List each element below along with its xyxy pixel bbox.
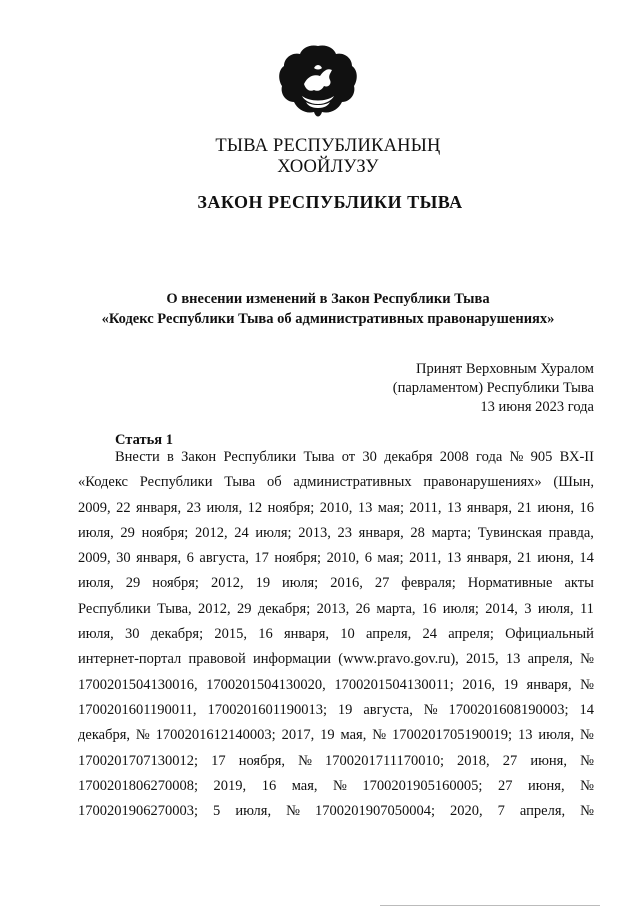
article-body-line: 1700201504130016, 1700201504130020, 1700201504130011; 2016, 19 января, № bbox=[78, 676, 594, 693]
adoption-line2: (парламентом) Республики Тыва bbox=[392, 380, 594, 396]
law-title: ЗАКОН РЕСПУБЛИКИ ТЫВА bbox=[197, 192, 463, 212]
parliament-name-line1: ТЫВА РЕСПУБЛИКАНЫҢ bbox=[215, 136, 441, 156]
article-body-line: интернет-портал правовой информации (www.pravo.gov.ru), 2015, 13 апреля, № bbox=[78, 651, 594, 668]
article-body-line: июля, 29 ноября; 2012, 24 июля; 2013, 23 января, 28 марта; Тувинская правда, bbox=[78, 524, 594, 541]
article-body-line: Республики Тыва, 2012, 29 декабря; 2013, 26 марта, 16 июля; 2014, 3 июля, 11 bbox=[78, 600, 594, 617]
parliament-name-line2: ХООЙЛУЗУ bbox=[277, 157, 379, 177]
law-subject-line1: О внесении изменений в Закон Республики Тыва bbox=[166, 291, 490, 307]
article-body bbox=[78, 445, 594, 824]
adoption-date: 13 июня 2023 года bbox=[480, 399, 594, 415]
article-body-line: 1700201806270008; 2019, 16 мая, № 1700201905160005; 27 июня, № bbox=[78, 777, 594, 794]
article-body-line: 1700201906270003; 5 июля, № 1700201907050004; 2020, 7 апреля, № bbox=[78, 803, 594, 820]
article-body-line: июля, 30 декабря; 2015, 16 января, 10 апреля, 24 апреля; Официальный bbox=[78, 626, 594, 643]
article-body-line: июля, 29 ноября; 2012, 19 июля; 2016, 27 февраля; Нормативные акты bbox=[78, 575, 594, 592]
article-heading: Статья 1 bbox=[115, 432, 173, 448]
article-body-line: декабря, № 1700201612140003; 2017, 19 мая, № 1700201705190019; 13 июля, № bbox=[78, 727, 594, 744]
article-body-line: 1700201601190011, 1700201601190013; 19 августа, № 1700201608190003; 14 bbox=[78, 701, 594, 718]
article-body-line: «Кодекс Республики Тыва об административных правонарушениях» (Шын, bbox=[78, 474, 594, 491]
adoption-line1: Принят Верховным Хуралом bbox=[416, 361, 594, 377]
article-body-line: 2009, 22 января, 23 июля, 12 ноября; 2010, 13 мая; 2011, 13 января, 21 июня, 16 bbox=[78, 499, 594, 516]
tuva-emblem-icon bbox=[276, 40, 360, 124]
law-subject-line2: «Кодекс Республики Тыва об административных правонарушениях» bbox=[101, 311, 555, 327]
article-body-line: 2009, 30 января, 6 августа, 17 ноября; 2010, 6 мая; 2011, 13 января, 21 июня, 14 bbox=[78, 550, 594, 567]
scan-divider bbox=[380, 905, 600, 906]
article-body-line: Внести в Закон Республики Тыва от 30 декабря 2008 года № 905 ВХ-II bbox=[115, 449, 594, 465]
article-body-line: 1700201707130012; 17 ноября, № 1700201711170010; 2018, 27 июня, № bbox=[78, 752, 594, 769]
